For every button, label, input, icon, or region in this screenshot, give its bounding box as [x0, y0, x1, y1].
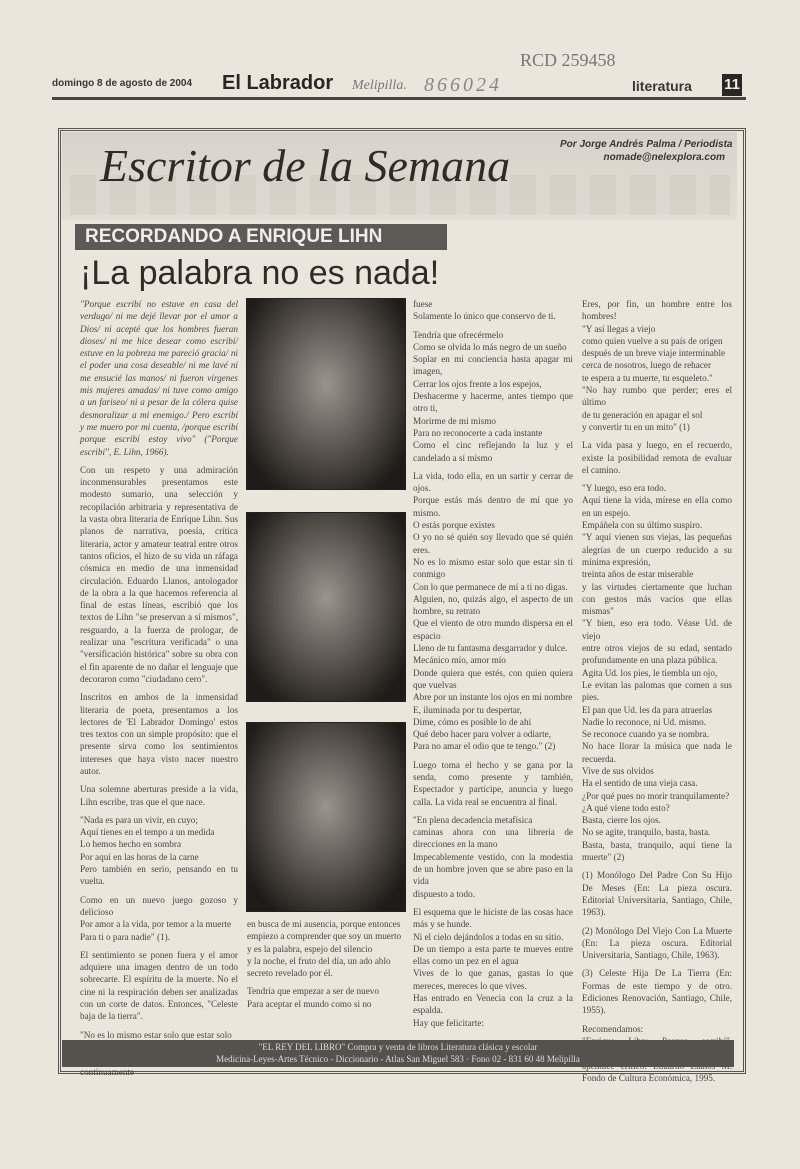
paragraph: Tendría que ofrecérmelo Como se olvida lo más negro de un sueño Soplar en mi conciencia hasta apagar mi imagen, Cerrar los ojos frente a los espejos, Deshacerme y hacerme, antes tiempo que otro ti, Morirme de mi mismo Para no reconocerte a cada instante Como el cinc reflejando la luz y el candelado a sí mismo — [413, 329, 573, 463]
newspaper-name: El Labrador — [222, 72, 334, 94]
paragraph: Inscritos en ambos de la inmensidad literaria de poeta, presentamos a los lectores de 'El Labrador Domingo' estos tres textos con un simple propósito: que el presente sirva como los sentimientos intereses que haya visto nacer nuestro autor. — [80, 692, 238, 776]
ad-line-2: Medicina-Leyes-Artes Técnico - Diccionario - Atlas San Miguel 583 · Fono 02 - 831 60 48 Melipilla — [216, 1054, 580, 1064]
section-label: literatura — [632, 78, 692, 94]
kicker-banner: RECORDANDO A ENRIQUE LIHN — [75, 224, 447, 250]
portrait-photo-2 — [246, 512, 406, 702]
ad-line-1: "EL REY DEL LIBRO" Compra y venta de libros Literatura clásica y escolar — [258, 1042, 538, 1052]
paragraph: Eres, por fin, un hombre entre los hombres! "Y así llegas a viejo como quien vuelve a su país de origen después de un breve viaje interminable cerca de nosotros, luego de rehacer te espera a tu muerte, tu esqueleto." "No hay rumbo que perder; eres el último de tu generación en apagar el sol y convertir tu en un mito" (1) — [582, 299, 732, 432]
paragraph: El esquema que le hiciste de las cosas hace más y se hunde. Ni el cielo dejándolos a todas en su sitio. De un tiempo a esta parte te mueves entre ellas como un pez en el agua Vives de lo que ganas, gastas lo que mereces, mereces lo que vives. Has entrado en Venecia con la cruz a la espalda. Hay que felicitarte: — [413, 906, 573, 1028]
paragraph: Recomendamos: Fondo de Cultura Económica, 1995. — [582, 1023, 716, 1083]
archive-stamp: RCD 259458 — [520, 50, 616, 70]
paragraph: Luego toma el hecho y se gana por la senda, como presente y también, Espectador y partícipe, anuncia y luego calla. La vida real se encuentra al final. — [413, 759, 573, 807]
headline: ¡La palabra no es nada! — [80, 254, 440, 292]
column-1 — [80, 298, 238, 1077]
paragraph: (3) Celeste Hija De La Tierra (En: Formas de este tiempo y de otro. Ediciones Renovación, Santiago, Chile, 1955). — [582, 968, 732, 1016]
paragraph: Con un respeto y una admiración inconmensurables presentamos este modesto sumario, una selección y recopilación arbitraria y representativa de la vasta obra literaria de Enrique Lihn. Sus planos de narrativa, poesía, crítica literaria, actor y amateur teatral entre otros tantos oficios, el hizo de su vida un ráfaga cósmica en medio de una inmensidad circulación. Eduardo Llanos, antologador de la obra a la que hacemos referencia al final de estas líneas, escribió que los textos de Lihn "se preservan a sí mismos", resguardo, a la fuerza de prologar, de realizar una "escritura verificada" o una "versificación histórica" sobre su obra con el fin aparente de no dañar el lenguaje que decoraron como "ciudadano cero". — [80, 464, 238, 684]
header-rule — [52, 97, 746, 100]
portrait-photo-3 — [246, 722, 406, 912]
feature-title: Escritor de la Semana — [100, 140, 511, 191]
page-number: 11 — [722, 74, 742, 96]
paragraph: en busca de mi ausencia, porque entonces empiezo a comprender que soy un muerto y es la palabra, espejo del silencio y la noche, el fruto del día, un ado ablo secreto revelado por él. — [247, 919, 402, 979]
paragraph: Tendría que empezar a ser de nuevo Para aceptar el mundo como si no — [247, 986, 379, 1009]
paragraph: El sentimiento se ponen fuera y el amor adquiere una imagen dentro de un todo sobrecarte. El espíritu de la muerte. No el cine ni la respiración deben ser analizadas con un corte de datos. Entonces, "Celeste baja de la tierra". — [80, 949, 238, 1022]
paragraph: Como en un nuevo juego gozoso y delicioso Por amor a la vida, por temor a la muerte Para ti o para nadie" (1). — [80, 894, 238, 942]
paragraph: Una solemne aberturas preside a la vida, Lihn escribe, tras que el que nace. — [80, 784, 238, 807]
paragraph: "Nada es para un vivir, en cuyo; Aquí tienes en el tempo a un medida Lo hemos hecho en sombra Por aquí en las horas de la carne Pero también en serio, pensando en tu vuelta. — [80, 814, 238, 887]
author: Por Jorge Andrés Palma / Periodista — [560, 139, 733, 150]
bookstore-ad — [62, 1040, 734, 1067]
author-email: nomade@nelexplora.com — [603, 152, 725, 163]
paragraph: "Porque escribí no estuve en casa del verdugo/ ni me dejé llevar por el amor a Dios/ ni acepté que los hombres fueran dioses/ ni me hice desear como escribí/ estuve en la pobreza me pareció gracia/ ni el poder una cosa deseable/ ni me lavé ni me ensucié las manos/ ni fueron vírgenes mis mujeres amadas/ ni tuve como amigo a un fariseo/ ni a pesar de la cólera quise desmoralizar a mi enemigo./ Pero escribí y me muero por mi cuenta, /porque escribí porque escribí estoy vivo" ("Porque escribí", E. Lihn, 1966). — [80, 299, 238, 457]
handwritten-number: 866024 — [424, 74, 502, 96]
column-4 — [582, 298, 732, 1083]
paragraph: (2) Monólogo Del Viejo Con La Muerte (En: La pieza oscura. Editorial Universitaria, Santiago, Chile, 1963). — [582, 925, 732, 961]
paragraph: "Y luego, eso era todo. Aquí tiene la vida, mírese en ella como en un espejo. Empáñela con su último suspiro. "Y aquí vienen sus viejas, las pequeñas alegrías de un cuerpo reducido a su mínima expresión, treinta años de estar miserable y las virtudes ciertamente que luchan con gestos más vacíos que ellas mismas" "Y bien, eso era todo. Véase Ud. de viejo entre otros viejos de su edad, sentado profundamente en una plaza pública. Agita Ud. los pies, le tiembla un ojo, Le evitan las palomas que comen a sus pies. El pan que Ud. les da para atraerlas Nadie lo reconoce, ni Ud. mismo. Se reconoce cuando ya se nombra. No hace llorar la música que nada le recuerda. Vive de sus olvidos Ha el sentido de una vieja casa. ¿Por qué pues no morir tranquilamente? ¿A qué viene todo esto? Basta, cierre los ojos. No se agite, tranquilo, basta, basta. Basta, basta, tranquilo, aquí tiene la muerte" (2) — [582, 483, 732, 863]
paragraph: La vida pasa y luego, en el recuerdo, existe la posibilidad remota de evaluar el camino. — [582, 440, 732, 475]
paragraph: "En plena decadencia metafísica caminas ahora con una librería de direcciones en la mano Impecablemente vestido, con la modestia de un hombre joven que se abre paso en la vida dispuesto a todo. — [413, 814, 573, 899]
paragraph: fuese Solamente lo único que conservo de ti. — [413, 299, 556, 322]
issue-date: domingo 8 de agosto de 2004 — [52, 78, 193, 89]
column-2 — [247, 918, 405, 1030]
paragraph: La vida, todo ella, en un sartir y cerrar de ojos. Porque estás más dentro de mí que yo mismo. O estás porque existes O yo no sé quién soy llevado que sé quién eres. No es lo mismo estar solo que estar sin ti conmigo Con lo que permanece de mí a ti no digas. Alguien, no, quizás algo, el aspecto de un hombre, su retrato Que el viento de otro mundo dispersa en el espacio Lleno de tu fantasma desgarrador y dulce. Mecánico mío, amor mío Donde quiera que estés, con quien quiera que vuelvas Abre por un instante los ojos en mi nombre E, iluminada por tu despertar, Dime, cómo es posible lo de ahí Qué debo hacer para volver a odiarte, Para no amar el odio que te tengo." (2) — [413, 470, 573, 752]
column-3 — [413, 298, 573, 1030]
handwritten-place: Melipilla. — [352, 78, 407, 93]
paragraph: (1) Monólogo Del Padre Con Su Hijo De Meses (En: La pieza oscura. Editorial Universitaria, Santiago, Chile, 1963). — [582, 870, 732, 918]
byline — [560, 138, 733, 164]
paragraph: "No es lo mismo estar solo que estar solo continuamente — [80, 1029, 232, 1077]
portrait-photo-1 — [246, 298, 406, 490]
